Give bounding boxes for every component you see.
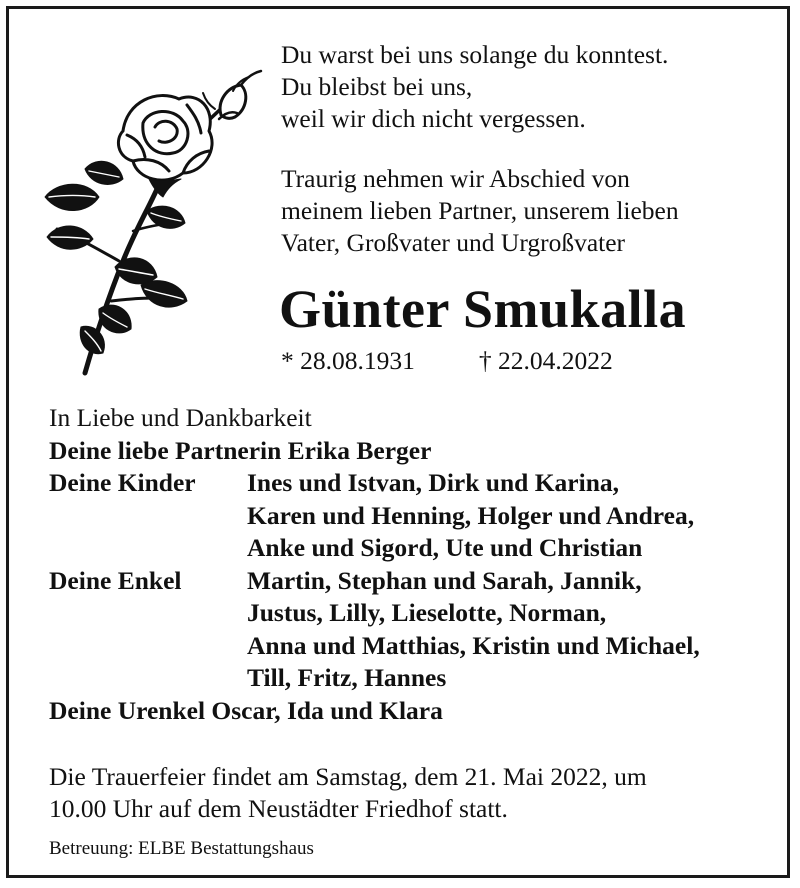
grandchildren-line: Anna und Matthias, Kristin und Michael,: [247, 630, 700, 660]
children-label: Deine Kinder: [49, 468, 196, 497]
birth-date: * 28.08.1931: [281, 346, 415, 375]
funeral-home-credit: Betreuung: ELBE Bestattungshaus: [49, 838, 314, 859]
verse: [281, 39, 668, 135]
intro-line: Vater, Großvater und Urgroßvater: [281, 228, 626, 257]
deceased-name: Günter Smukalla: [279, 279, 687, 339]
great-grandchildren-line: Deine Urenkel Oscar, Ida und Klara: [49, 695, 443, 725]
grandchildren-line: Till, Fritz, Hannes: [247, 663, 447, 692]
verse-line: Du warst bei uns solange du konntest.: [281, 40, 669, 69]
children-line: Karen und Henning, Holger und Andrea,: [247, 500, 695, 530]
partner-line: Deine liebe Partnerin Erika Berger: [49, 435, 432, 465]
children-line: Ines und Istvan, Dirk und Karina,: [247, 468, 620, 497]
verse-line: Du bleibst bei uns,: [281, 72, 473, 101]
obituary-frame: [6, 6, 790, 878]
grandchildren-group: [49, 565, 789, 695]
funeral-line: Die Trauerfeier findet am Samstag, dem 21. Mai 2022, um: [49, 762, 647, 791]
funeral-info: [49, 761, 779, 825]
announcement-text: [281, 163, 679, 259]
funeral-line: 10.00 Uhr auf dem Neustädter Friedhof statt.: [49, 794, 508, 823]
intro-line: meinem lieben Partner, unserem lieben: [281, 196, 679, 225]
family-intro: In Liebe und Dankbarkeit: [49, 403, 312, 432]
children-line: Anke und Sigord, Ute und Christian: [247, 533, 643, 562]
grandchildren-label: Deine Enkel: [49, 565, 182, 595]
grandchildren-line: Martin, Stephan und Sarah, Jannik,: [247, 565, 642, 595]
children-names: [247, 467, 694, 565]
grandchildren-names: [247, 565, 700, 695]
death-date: † 22.04.2022: [478, 346, 613, 375]
grandchildren-line: Justus, Lilly, Lieselotte, Norman,: [247, 598, 607, 627]
intro-line: Traurig nehmen wir Abschied von: [281, 164, 630, 193]
rose-icon: [37, 61, 267, 379]
family-list: [49, 402, 789, 727]
children-group: [49, 467, 789, 565]
verse-line: weil wir dich nicht vergessen.: [281, 104, 586, 133]
life-dates: [281, 345, 613, 377]
